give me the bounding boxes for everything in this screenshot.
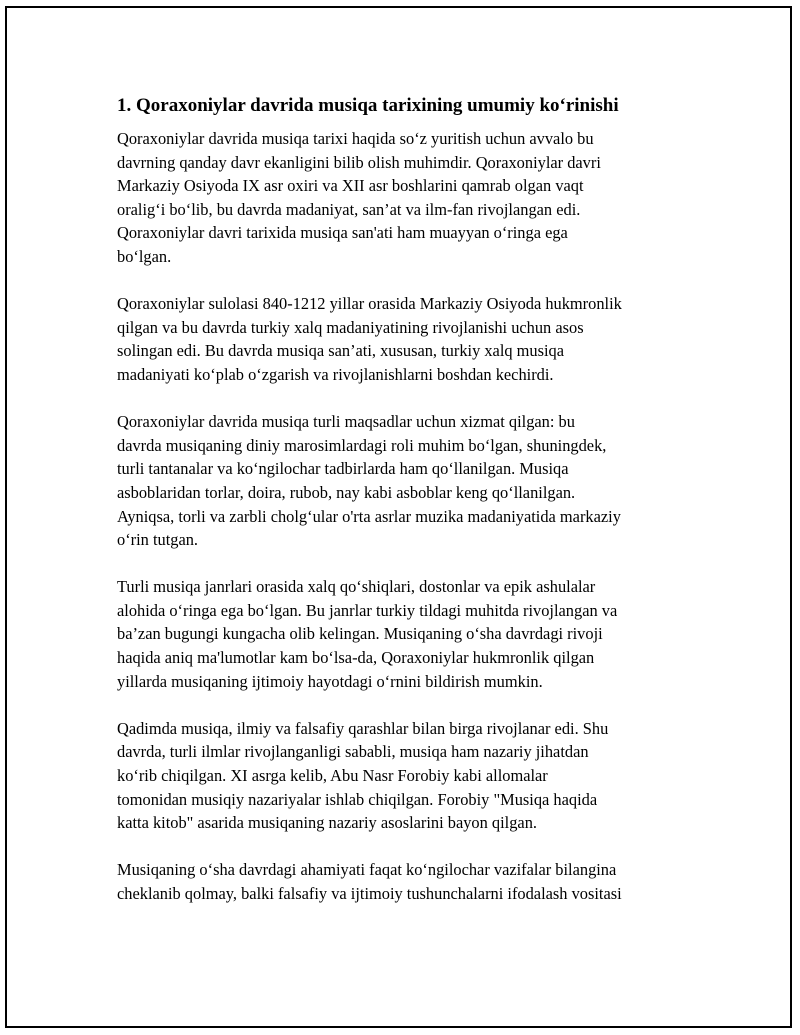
text-line: Qoraxoniylar davri tarixida musiqa san'ati ham muayyan o‘ringa ega — [117, 223, 568, 243]
text-line: Musiqaning o‘sha davrdagi ahamiyati faqat ko‘ngilochar vazifalar bilangina — [117, 860, 617, 880]
text-line: asboblaridan torlar, doira, rubob, nay kabi asboblar keng qo‘llanilgan. — [117, 482, 576, 502]
text-line: cheklanib qolmay, balki falsafiy va ijtimoiy tushunchalarni ifodalash vositasi — [117, 884, 622, 903]
text-line: Ayniqsa, torli va zarbli cholg‘ular o'rta asrlar muzika madaniyatida markaziy — [117, 506, 621, 526]
text-line: bo‘lgan. — [117, 246, 172, 266]
text-line: Qadimda musiqa, ilmiy va falsafiy qarashlar bilan birga rivojlanar edi. Shu — [117, 718, 609, 738]
text-line: ba’zan bugungi kungacha olib kelingan. Musiqaning o‘sha davrdagi rivoji — [117, 624, 603, 644]
text-line: katta kitob" asarida musiqaning nazariy asoslarini bayon qilgan. — [117, 813, 537, 833]
text-line: turli tantanalar va ko‘ngilochar tadbirlarda ham qo‘llanilgan. Musiqa — [117, 459, 569, 479]
text-line: madaniyati ko‘plab o‘zgarish va rivojlanishlarni boshdan kechirdi. — [117, 364, 554, 384]
text-line: o‘rin tutgan. — [117, 530, 199, 550]
text-line: Markaziy Osiyoda IX asr oxiri va XII asr boshlarini qamrab olgan vaqt — [117, 176, 584, 196]
paragraph-5 — [117, 717, 697, 835]
paragraph-3 — [117, 410, 697, 552]
text-line: Turli musiqa janrlari orasida xalq qo‘shiqlari, dostonlar va epik ashulalar — [117, 577, 596, 597]
text-line: solingan edi. Bu davrda musiqa san’ati, xususan, turkiy xalq musiqa — [117, 341, 565, 361]
paragraph-2 — [117, 292, 697, 386]
paragraph-6 — [117, 858, 697, 905]
text-line: davrda musiqaning diniy marosimlardagi roli muhim bo‘lgan, shuningdek, — [117, 435, 607, 455]
text-line: davrning qanday davr ekanligini bilib olish muhimdir. Qoraxoniylar davri — [117, 152, 601, 172]
text-line: Qoraxoniylar davrida musiqa turli maqsadlar uchun xizmat qilgan: bu — [117, 412, 575, 432]
text-line: Qoraxoniylar sulolasi 840-1212 yillar orasida Markaziy Osiyoda hukmronlik — [117, 294, 622, 314]
text-line: alohida o‘ringa ega bo‘lgan. Bu janrlar turkiy tildagi muhitda rivojlangan va — [117, 600, 618, 620]
text-line: tomonidan musiqiy nazariyalar ishlab chiqilgan. Forobiy "Musiqa haqida — [117, 789, 598, 809]
text-line: oralig‘i bo‘lib, bu davrda madaniyat, san’at va ilm-fan rivojlangan edi. — [117, 199, 581, 219]
document-body — [117, 93, 697, 929]
paragraph-4 — [117, 575, 697, 693]
text-line: davrda, turli ilmlar rivojlanganligi sababli, musiqa ham nazariy jihatdan — [117, 742, 589, 762]
section-heading: 1. Qoraxoniylar davrida musiqa tarixining umumiy ko‘rinishi — [117, 95, 619, 116]
text-line: Qoraxoniylar davrida musiqa tarixi haqida so‘z yuritish uchun avvalo bu — [117, 129, 594, 148]
text-line: yillarda musiqaning ijtimoiy hayotdagi o‘rnini bildirish mumkin. — [117, 671, 543, 691]
text-line: haqida aniq ma'lumotlar kam bo‘lsa-da, Qoraxoniylar hukmronlik qilgan — [117, 648, 595, 668]
text-line: ko‘rib chiqilgan. XI asrga kelib, Abu Nasr Forobiy kabi allomalar — [117, 766, 548, 786]
paragraph-1 — [117, 127, 697, 269]
text-line: qilgan va bu davrda turkiy xalq madaniyatining rivojlanishi uchun asos — [117, 317, 584, 337]
